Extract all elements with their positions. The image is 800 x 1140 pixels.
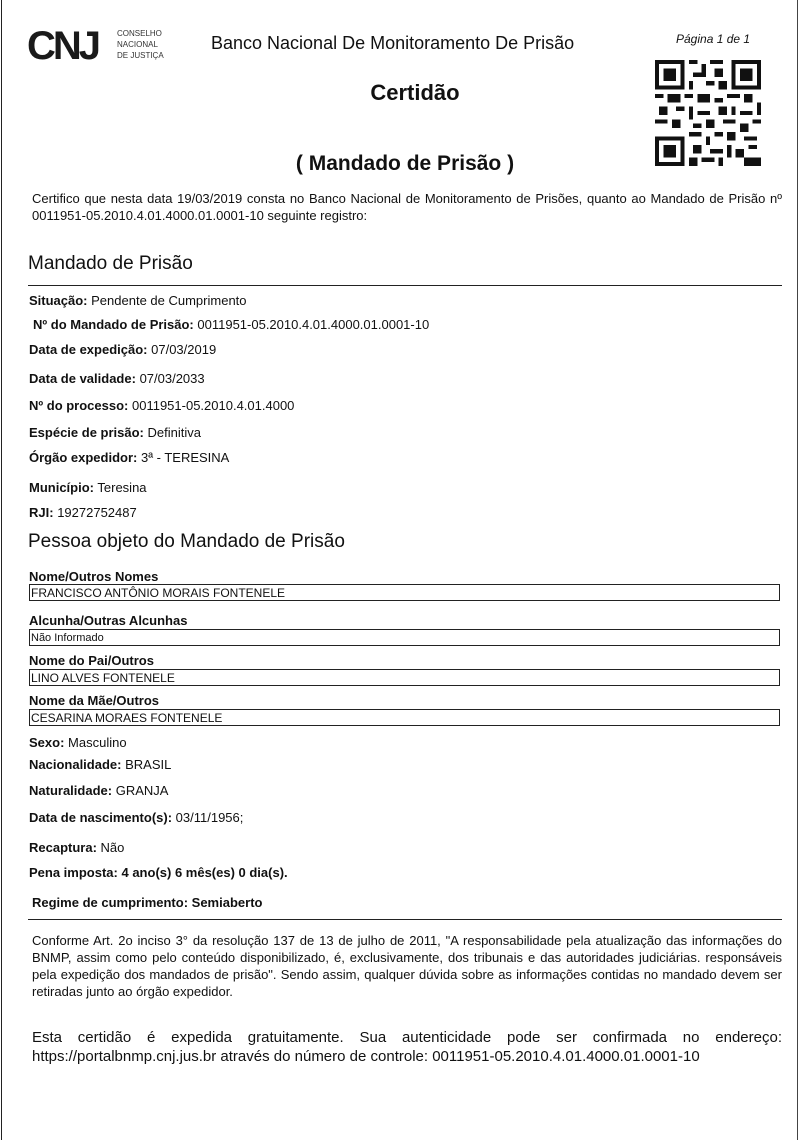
field-label: Espécie de prisão:	[29, 425, 144, 440]
value-pai: LINO ALVES FONTENELE	[29, 669, 780, 686]
field-label: Sexo:	[29, 735, 65, 750]
label-pai: Nome do Pai/Outros	[29, 653, 154, 668]
field-value: Pendente de Cumprimento	[91, 293, 247, 308]
field-pena	[29, 865, 288, 880]
field-value: 03/11/1956;	[175, 810, 244, 825]
intro-paragraph: Certifico que nesta data 19/03/2019 consta no Banco Nacional de Monitoramento de Prisões, quanto ao Mandado de Prisão nº 0011951-05.2010.4.01.4000.01.0001-10 seguinte registro:	[32, 191, 782, 223]
document-subtitle: ( Mandado de Prisão )	[295, 152, 515, 175]
field-value: 07/03/2033	[139, 371, 205, 386]
label-alcunha: Alcunha/Outras Alcunhas	[29, 613, 188, 628]
field-situacao	[29, 293, 247, 308]
document-title: Certidão	[370, 80, 460, 105]
field-nacionalidade	[29, 757, 171, 772]
section-divider	[28, 285, 782, 286]
field-label: Data de expedição:	[29, 342, 148, 357]
field-naturalidade	[29, 783, 168, 798]
bank-title: Banco Nacional De Monitoramento De Prisão	[211, 33, 575, 53]
field-label: Nacionalidade:	[29, 757, 122, 772]
value-nome: FRANCISCO ANTÔNIO MORAIS FONTENELE	[29, 584, 780, 601]
field-value: GRANJA	[115, 783, 169, 798]
logo-line-1: CONSELHO	[117, 29, 162, 38]
field-label: Recaptura:	[29, 840, 97, 855]
field-value: Semiaberto	[191, 895, 263, 910]
field-orgao	[29, 450, 229, 465]
field-label: Nº do Mandado de Prisão:	[33, 317, 194, 332]
field-value: BRASIL	[125, 757, 172, 772]
field-value: 3ª - TERESINA	[140, 450, 230, 465]
footer-note: Conforme Art. 2o inciso 3° da resolução 137 de 13 de julho de 2011, "A responsabilidade pela atualização das informações do BNMP, assim como pelo conteúdo disponibilizado, é, exclusivamente, dos tribunais e das autoridades judiciárias. responsáveis pela expedição dos mandados de prisão". Sendo assim, qualquer dúvida sobre as informações contidas no mandado devem ser retiradas junto ao órgão expedidor.	[32, 933, 782, 999]
field-value: 07/03/2019	[151, 342, 217, 357]
field-label: RJI:	[29, 505, 54, 520]
label-nome: Nome/Outros Nomes	[29, 569, 159, 584]
value-alcunha: Não Informado	[29, 629, 780, 646]
field-label: Município:	[29, 480, 94, 495]
field-numero-mandado	[33, 317, 429, 332]
field-label: Data de nascimento(s):	[29, 810, 173, 825]
field-label: Naturalidade:	[29, 783, 113, 798]
logo-mark: CNJ	[27, 24, 99, 68]
section-title-mandado: Mandado de Prisão	[28, 253, 193, 274]
field-label: Situação:	[29, 293, 88, 308]
field-regime	[32, 895, 262, 910]
field-data-validade	[29, 371, 205, 386]
field-processo	[29, 398, 294, 413]
section-title-pessoa: Pessoa objeto do Mandado de Prisão	[28, 531, 345, 552]
field-value: 19272752487	[57, 505, 137, 520]
logo-line-3: DE JUSTIÇA	[117, 51, 164, 60]
field-sexo	[29, 735, 127, 750]
section-divider	[28, 919, 782, 920]
field-value: 0011951-05.2010.4.01.4000	[132, 398, 295, 413]
field-especie	[29, 425, 201, 440]
field-label: Regime de cumprimento:	[32, 895, 189, 910]
field-nascimento	[29, 810, 243, 825]
field-value: 4 ano(s) 6 mês(es) 0 dia(s).	[121, 865, 288, 880]
page-number: Página 1 de 1	[676, 32, 751, 46]
cnj-logo	[27, 24, 167, 68]
qr-code-icon	[655, 60, 761, 166]
field-value: Teresina	[97, 480, 147, 495]
logo-line-2: NACIONAL	[117, 40, 158, 49]
label-mae: Nome da Mãe/Outros	[29, 693, 160, 708]
field-value: 0011951-05.2010.4.01.4000.01.0001-10	[197, 317, 430, 332]
field-value: Não	[100, 840, 125, 855]
logo-text	[117, 28, 164, 61]
footer-authenticity: Esta certidão é expedida gratuitamente. Sua autenticidade pode ser confirmada no endereço: https://portalbnmp.cnj.jus.br através do número de controle: 0011951-05.2010.4.01.4000.01.0001-10	[32, 1029, 782, 1065]
field-rji	[29, 505, 137, 520]
field-label: Órgão expedidor:	[29, 450, 138, 465]
field-label: Data de validade:	[29, 371, 136, 386]
value-mae: CESARINA MORAES FONTENELE	[29, 709, 780, 726]
field-value: Definitiva	[147, 425, 201, 440]
field-data-expedicao	[29, 342, 216, 357]
field-label: Nº do processo:	[29, 398, 129, 413]
field-label: Pena imposta:	[29, 865, 118, 880]
field-municipio	[29, 480, 147, 495]
field-value: Masculino	[68, 735, 127, 750]
field-recaptura	[29, 840, 124, 855]
